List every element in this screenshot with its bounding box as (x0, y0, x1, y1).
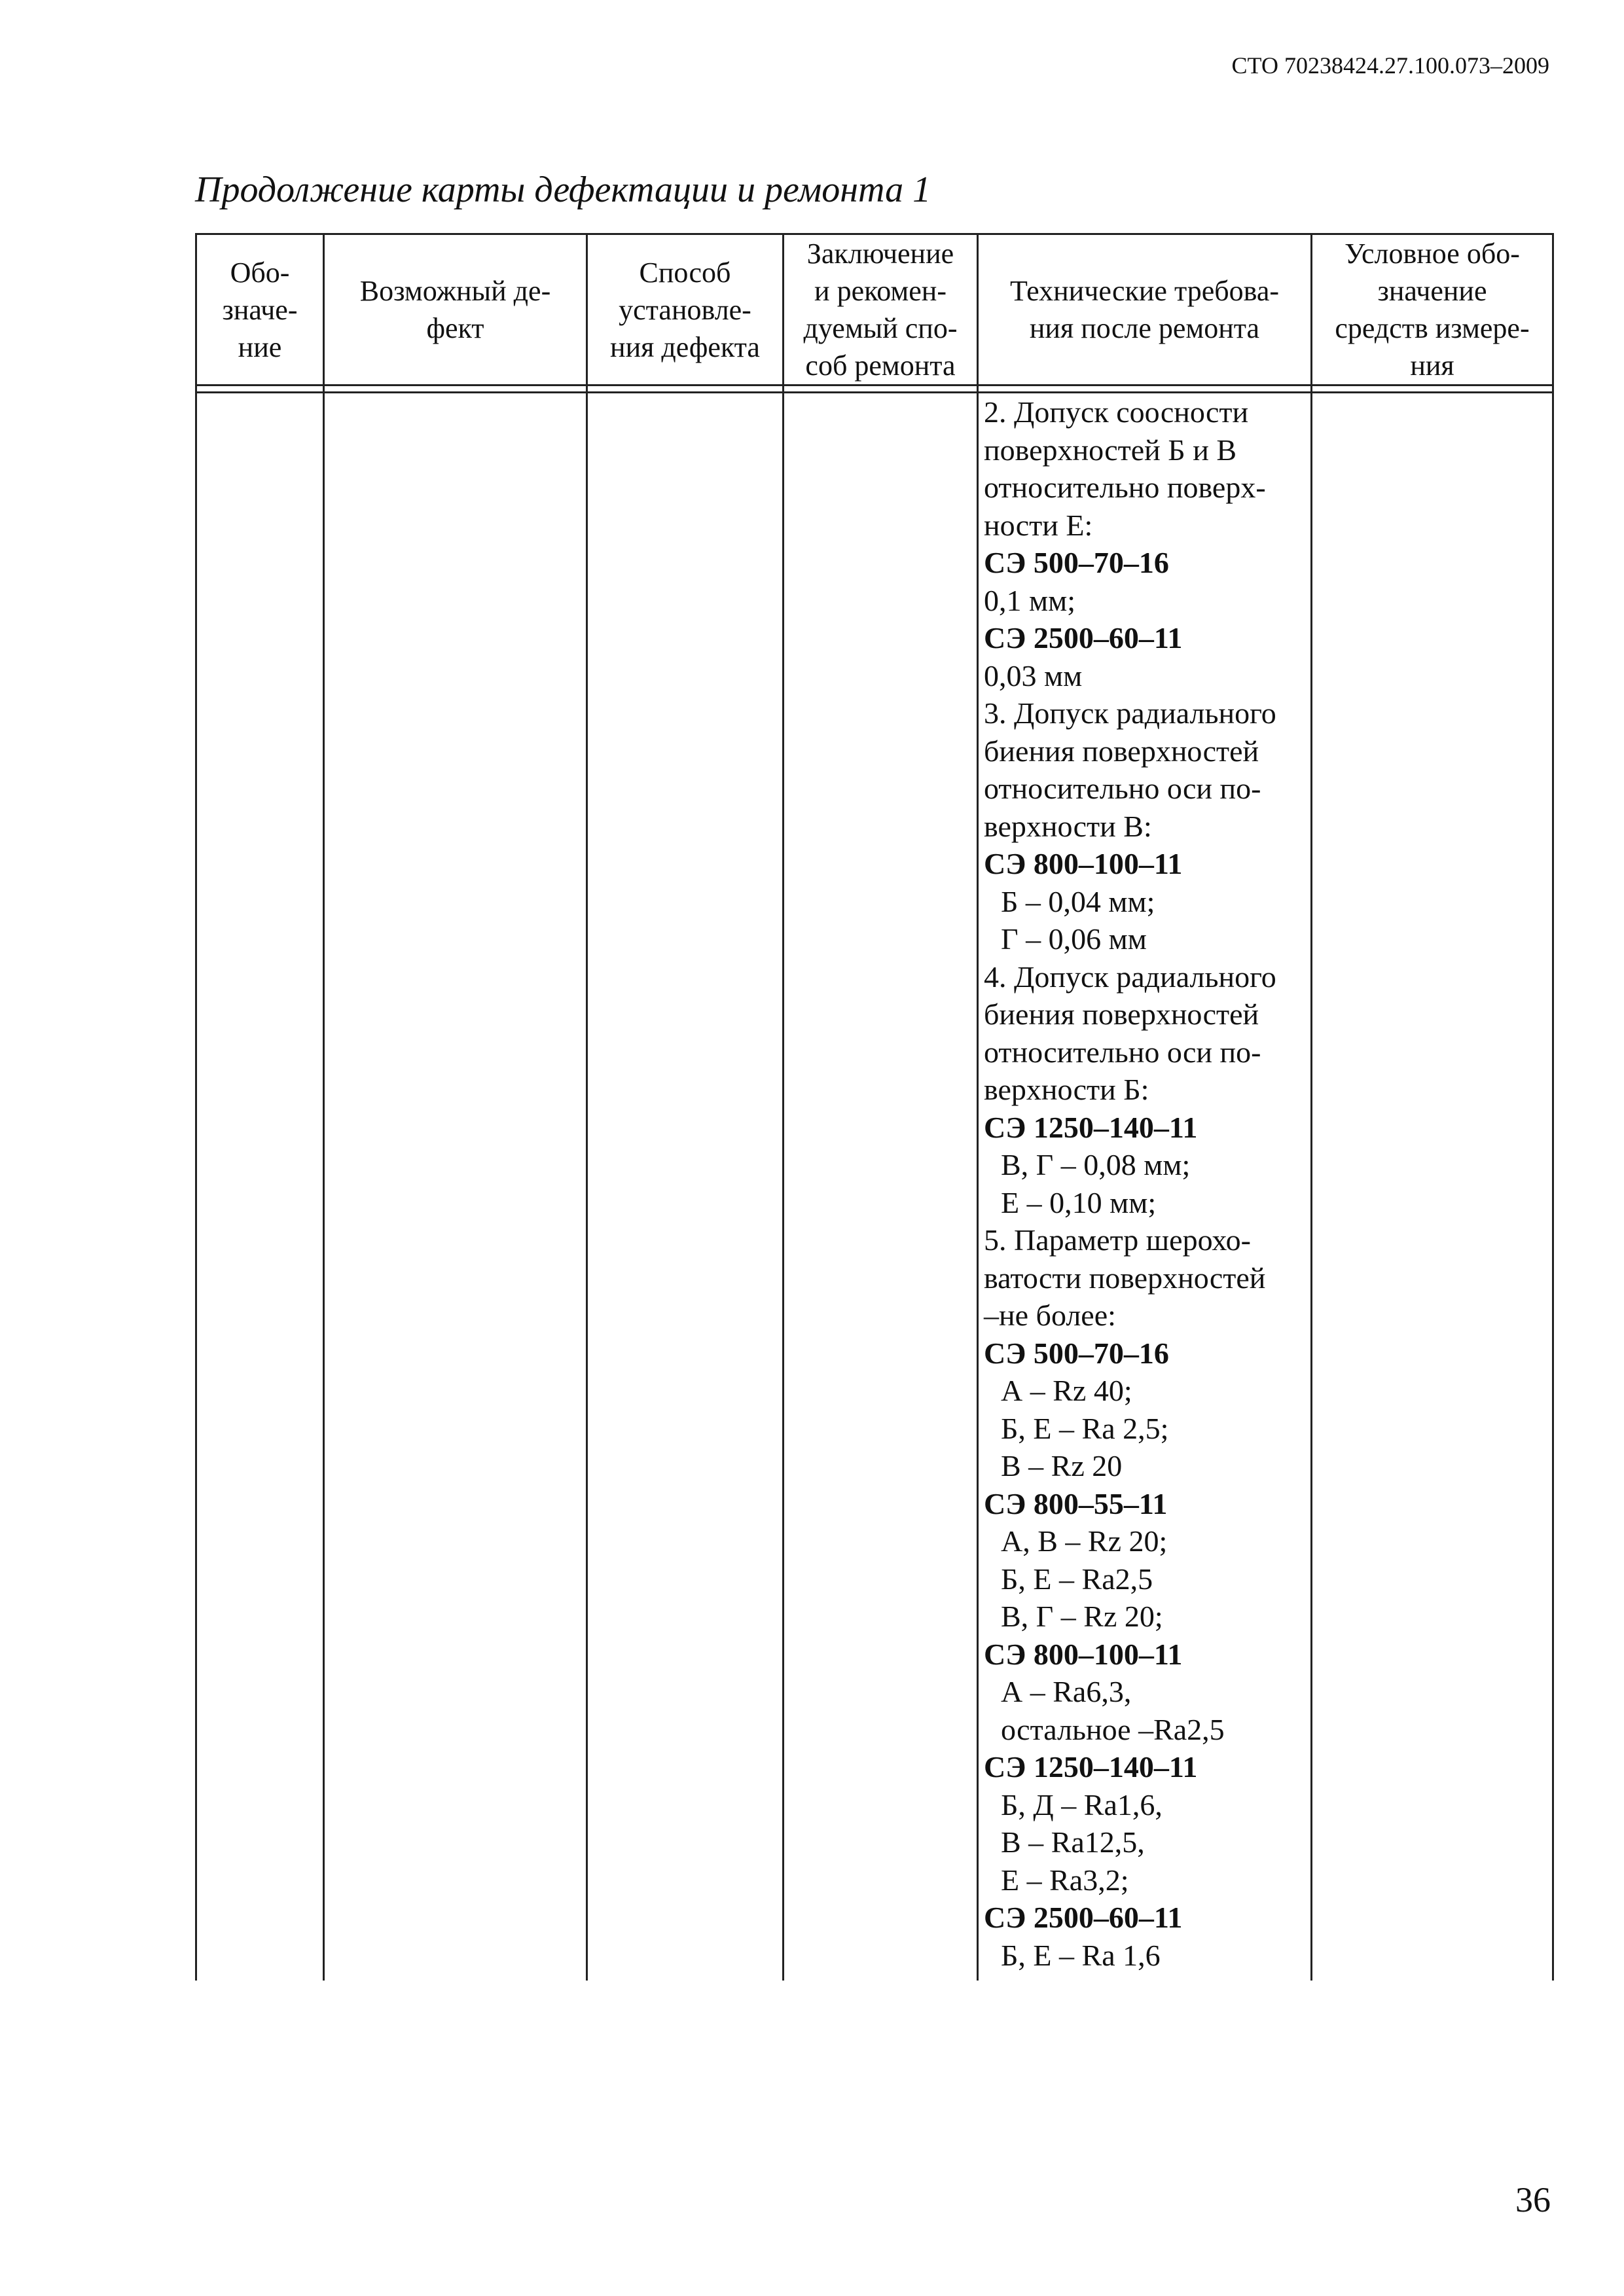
requirement-line: 5. Параметр шерохо- (984, 1223, 1252, 1257)
requirement-line: ватости поверхностей (984, 1261, 1266, 1295)
equipment-model: СЭ 500–70–16 (984, 1336, 1169, 1370)
column-divider (323, 235, 325, 1981)
header-measuring-tools: Условное обо- значение средств измере- ния (1335, 238, 1530, 382)
requirement-line: Г – 0,06 мм (1001, 922, 1147, 956)
requirement-line: Б, Д – Ra1,6, (1001, 1787, 1163, 1821)
requirement-line: –не более: (984, 1299, 1116, 1332)
header-rule (197, 384, 1552, 386)
equipment-model: СЭ 2500–60–11 (984, 621, 1183, 655)
equipment-model: СЭ 500–70–16 (984, 546, 1169, 579)
requirement-line: ности Е: (984, 508, 1093, 542)
equipment-model: СЭ 1250–140–11 (984, 1110, 1198, 1144)
column-divider (782, 235, 784, 1981)
equipment-model: СЭ 800–55–11 (984, 1486, 1168, 1520)
requirement-line: 0,1 мм; (984, 583, 1075, 617)
requirement-line: относительно оси по- (984, 1035, 1261, 1069)
requirement-line: биения поверхностей (984, 734, 1259, 768)
requirement-line: относительно оси по- (984, 772, 1261, 805)
requirement-line: верхности В: (984, 809, 1152, 843)
column-divider (1310, 235, 1312, 1981)
header-conclusion-repair: Заключение и рекомен- дуемый спо- соб ремонта (803, 238, 958, 382)
requirement-line: А – Ra6,3, (1001, 1675, 1132, 1708)
requirement-line: 2. Допуск соосности (984, 395, 1249, 429)
requirement-line: А, В – Rz 20; (1001, 1524, 1168, 1558)
header-tech-requirements: Технические требова- ния после ремонта (1009, 275, 1280, 344)
requirement-line: остальное –Ra2,5 (1001, 1712, 1225, 1746)
requirement-line: Б – 0,04 мм; (1001, 884, 1155, 918)
requirement-line: В – Rz 20 (1001, 1449, 1123, 1482)
column-divider (586, 235, 588, 1981)
document-code: СТО 70238424.27.100.073–2009 (1231, 52, 1549, 79)
page-number: 36 (1515, 2180, 1551, 2219)
requirement-line: биения поверхностей (984, 997, 1259, 1031)
requirement-line: В – Ra12,5, (1001, 1825, 1145, 1859)
equipment-model: СЭ 2500–60–11 (984, 1901, 1183, 1934)
requirement-line: Е – 0,10 мм; (1001, 1185, 1157, 1219)
requirement-line: верхности Б: (984, 1073, 1149, 1106)
table-caption: Продолжение карты дефектации и ремонта 1 (195, 170, 931, 210)
header-possible-defect: Возможный де- фект (359, 275, 551, 344)
defect-table (195, 233, 1554, 1981)
requirement-line: 0,03 мм (984, 658, 1083, 692)
column-divider (977, 235, 979, 1981)
requirement-line: 4. Допуск радиального (984, 960, 1276, 994)
equipment-model: СЭ 800–100–11 (984, 847, 1183, 880)
header-detection-method: Способ установле- ния дефекта (610, 256, 760, 363)
tech-requirements-cell (984, 393, 1308, 1974)
requirement-line: поверхностей Б и В (984, 433, 1237, 467)
requirement-line: Б, Е – Ra2,5 (1001, 1562, 1153, 1596)
requirement-line: 3. Допуск радиального (984, 696, 1276, 730)
requirement-line: А – Rz 40; (1001, 1374, 1132, 1407)
header-designation: Обо- значе- ние (222, 256, 298, 363)
requirement-line: Б, Е – Ra 1,6 (1001, 1938, 1161, 1972)
requirement-line: Б, Е – Ra 2,5; (1001, 1411, 1169, 1445)
requirement-line: В, Г – Rz 20; (1001, 1600, 1163, 1633)
requirement-line: В, Г – 0,08 мм; (1001, 1148, 1191, 1181)
equipment-model: СЭ 1250–140–11 (984, 1750, 1198, 1784)
equipment-model: СЭ 800–100–11 (984, 1637, 1183, 1671)
header-rule-double (197, 391, 1552, 393)
requirement-line: относительно поверх- (984, 471, 1266, 504)
requirement-line: Е – Ra3,2; (1001, 1863, 1129, 1897)
